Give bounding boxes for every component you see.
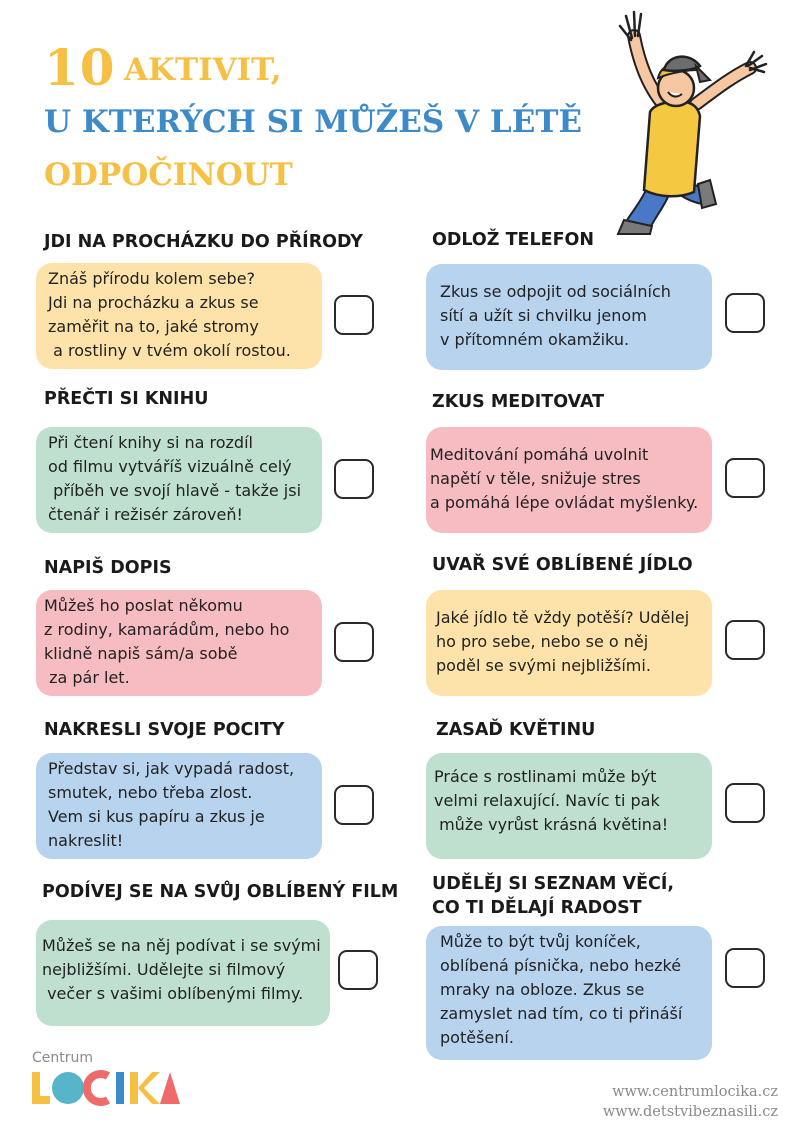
activity-3-text-line: příběh ve svojí hlavě - takže jsi xyxy=(48,481,302,500)
activity-1-text-line: zaměřit na to, jaké stromy xyxy=(48,317,259,336)
activity-4-text-line: Meditování pomáhá uvolnit xyxy=(430,445,649,464)
activity-3-text-line: čtenář i režisér zároveň! xyxy=(48,505,243,524)
activity-7-text-line: smutek, nebo třeba zlost. xyxy=(48,783,253,802)
activity-5-text-line: Můžeš ho poslat někomu xyxy=(44,596,243,615)
activity-2-checkbox[interactable] xyxy=(725,293,765,333)
activity-7-text-line: nakreslit! xyxy=(48,831,124,850)
activity-10-title-text-2: CO TI DĚLAJÍ RADOST xyxy=(432,898,642,918)
activity-5-text-line: z rodiny, kamarádům, nebo ho xyxy=(44,620,290,639)
activity-4-text-line: a pomáhá lépe ovládat myšlenky. xyxy=(430,493,699,512)
website-url-2[interactable]: www.detstvibeznasili.cz xyxy=(602,1104,778,1120)
activity-4-card xyxy=(426,427,712,533)
activity-7-checkbox[interactable] xyxy=(334,785,374,825)
activity-9-text-line: Můžeš se na něj podívat i se svými xyxy=(42,936,321,955)
activity-9-text-line: večer s vašimi oblíbenými filmy. xyxy=(42,984,304,1003)
activity-9-card xyxy=(36,920,330,1026)
activity-9-checkbox[interactable] xyxy=(338,950,378,990)
activity-1-card xyxy=(36,263,322,369)
activity-7-card xyxy=(36,753,322,859)
activity-10-checkbox[interactable] xyxy=(725,948,765,988)
activity-7-text-line: Vem si kus papíru a zkus je xyxy=(48,807,265,826)
activity-7-title-text: NAKRESLI SVOJE POCITY xyxy=(44,720,285,740)
activity-10-text-line: Může to být tvůj koníček, xyxy=(440,932,641,951)
activity-1-text-line: a rostliny v tvém okolí rostou. xyxy=(48,341,291,360)
activity-3-checkbox[interactable] xyxy=(334,459,374,499)
website-url-1[interactable]: www.centrumlocika.cz xyxy=(612,1084,778,1100)
activity-4-text-line: napětí v těle, snižuje stres xyxy=(430,469,641,488)
activity-8-text-line: Práce s rostlinami může být xyxy=(434,767,657,786)
activity-3-title-text: PŘEČTI SI KNIHU xyxy=(44,389,209,409)
activity-5-text-line: za pár let. xyxy=(44,668,130,687)
activity-8-title xyxy=(436,718,595,742)
activity-10-text-line: mraky na obloze. Zkus se xyxy=(440,980,645,999)
title-number: 10 xyxy=(44,38,116,97)
activity-2-title xyxy=(432,228,594,252)
activity-3-text-line: od filmu vytváříš vizuálně celý xyxy=(48,457,292,476)
activity-8-checkbox[interactable] xyxy=(725,783,765,823)
activity-4-checkbox[interactable] xyxy=(725,458,765,498)
activity-2-text-line: Zkus se odpojit od sociálních xyxy=(440,282,671,301)
activity-7-text-line: Představ si, jak vypadá radost, xyxy=(48,759,295,778)
activity-8-title-text: ZASAĎ KVĚTINU xyxy=(436,720,596,740)
activity-8-text-line: velmi relaxující. Navíc ti pak xyxy=(434,791,660,810)
activity-2-title-text: ODLOŽ TELEFON xyxy=(432,230,595,250)
activity-1-text-line: Znáš přírodu kolem sebe? xyxy=(48,269,256,288)
activity-8-card xyxy=(426,753,712,859)
activity-6-checkbox[interactable] xyxy=(725,620,765,660)
activity-8-text-line: může vyrůst krásná květina! xyxy=(434,815,669,834)
activity-6-card xyxy=(426,590,712,696)
activity-5-title-text: NAPIŠ DOPIS xyxy=(44,558,172,578)
activity-10-text-line: zamyslet nad tím, co ti přináší xyxy=(440,1004,683,1023)
title-line-1: AKTIVIT, xyxy=(124,52,282,88)
activity-10-text-line: oblíbená písnička, nebo hezké xyxy=(440,956,682,975)
activity-2-text-line: sítí a užít si chvilku jenom xyxy=(440,306,647,325)
activity-6-title xyxy=(432,553,693,577)
activity-1-title xyxy=(44,230,363,254)
activity-10-card xyxy=(426,926,712,1060)
activity-1-text-line: Jdi na procházku a zkus se xyxy=(48,293,259,312)
activity-5-text-line: klidně napiš sám/a sobě xyxy=(44,644,238,663)
activity-6-text-line: Jaké jídlo tě vždy potěší? Udělej xyxy=(436,608,690,627)
activity-1-title-text: JDI NA PROCHÁZKU DO PŘÍRODY xyxy=(44,232,363,252)
activity-3-card xyxy=(36,427,322,533)
activity-7-title xyxy=(44,718,284,742)
title-line-2: U KTERÝCH SI MŮŽEŠ V LÉTĚ xyxy=(44,104,583,140)
activity-6-text-line: poděl se svými nejbližšími. xyxy=(436,656,651,675)
activity-2-card xyxy=(426,264,712,370)
activity-4-title-text: ZKUS MEDITOVAT xyxy=(432,392,605,412)
activity-9-title xyxy=(42,880,398,904)
activity-10-text-line: potěšení. xyxy=(440,1028,514,1047)
activity-5-card xyxy=(36,590,322,696)
activity-6-title-text: UVAŘ SVÉ OBLÍBENÉ JÍDLO xyxy=(432,555,693,575)
activity-5-title xyxy=(44,556,172,580)
activity-10-title-text: UDĚLĚJ SI SEZNAM VĚCÍ, xyxy=(432,874,675,894)
activity-6-text-line: ho pro sebe, nebo se o něj xyxy=(436,632,649,651)
activity-2-text-line: v přítomném okamžiku. xyxy=(440,330,630,349)
activity-9-title-text: PODÍVEJ SE NA SVŮJ OBLÍBENÝ FILM xyxy=(42,882,399,902)
activity-3-title xyxy=(44,387,208,411)
activity-3-text-line: Při čtení knihy si na rozdíl xyxy=(48,433,253,452)
activity-9-text-line: nejbližšími. Udělejte si filmový xyxy=(42,960,286,979)
activity-10-title xyxy=(432,872,674,920)
activity-4-title xyxy=(432,390,604,414)
jumping-boy-illustration xyxy=(610,8,770,236)
title-line-3: ODPOČINOUT xyxy=(44,157,293,193)
activity-1-checkbox[interactable] xyxy=(334,295,374,335)
locika-logo xyxy=(30,1070,180,1106)
logo-caption: Centrum xyxy=(32,1050,94,1066)
activity-5-checkbox[interactable] xyxy=(334,622,374,662)
